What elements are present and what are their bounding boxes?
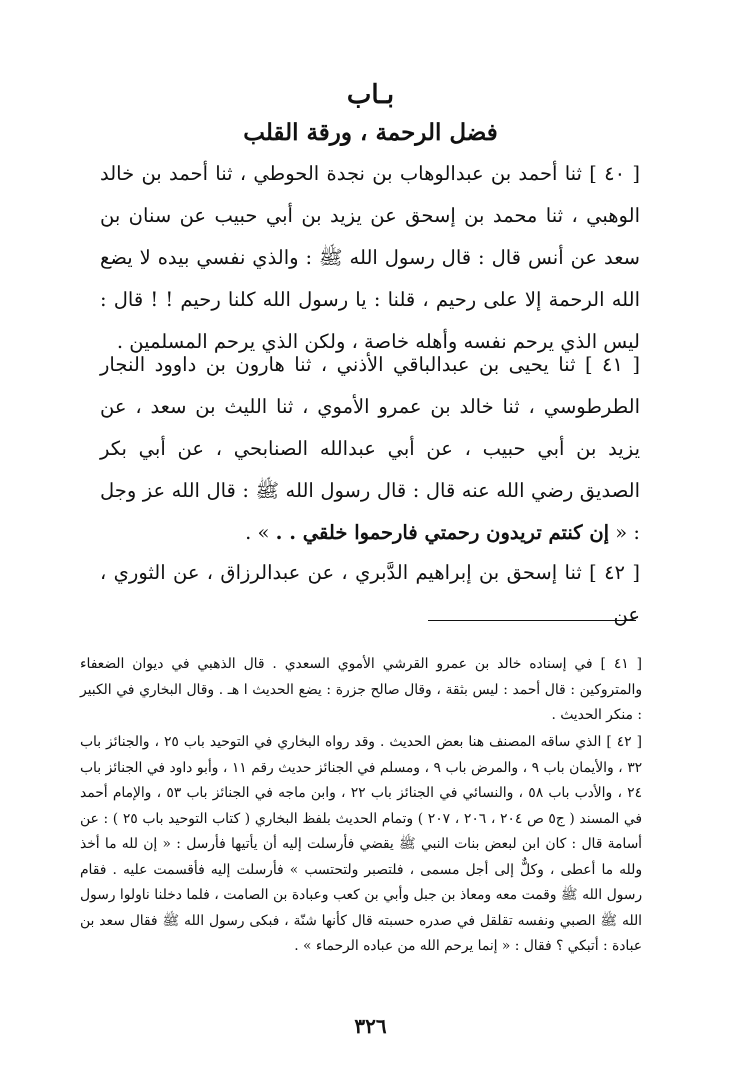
- hadith-41-quote-end: » .: [245, 521, 270, 544]
- hadith-41: [100, 344, 640, 554]
- hadith-40-text: [ ٤٠ ] ثنا أحمد بن عبدالوهاب بن نجدة الحوطي ، ثنا أحمد بن خالد الوهبي ، ثنا محمد بن إسحق عن يزيد بن أبي حبيب عن سنان بن سعد عن أنس قال : قال رسول الله ﷺ : والذي نفسي بيده لا يضع الله الرحمة إلا على رحيم ، قلنا : يا رسول الله كلنا رحيم ! ! قال : ليس الذي يرحم نفسه وأهله خاصة ، ولكن الذي يرحم المسلمين .: [100, 162, 641, 353]
- hadith-41-text: [ ٤١ ] ثنا يحيى بن عبدالباقي الأذني ، ثنا هارون بن داوود النجار الطرطوسي ، ثنا خالد بن عمرو الأموي ، ثنا الليث بن سعد ، عن يزيد بن أبي حبيب ، عن أبي عبدالله الصنابحي ، عن أبي بكر الصديق رضي الله عنه قال : قال رسول الله ﷺ : قال الله عز وجل : «: [100, 353, 641, 544]
- page-number: ٣٢٦: [354, 1014, 387, 1038]
- chapter-heading: بـاب: [346, 80, 395, 110]
- footnote-separator: [428, 620, 636, 621]
- hadith-42-text: [ ٤٢ ] ثنا إسحق بن إبراهيم الدَّبري ، عن عبدالرزاق ، عن الثوري ، عن: [100, 561, 640, 626]
- hadith-41-quote: إن كنتم تريدون رحمتي فارحموا خلقي . .: [275, 521, 610, 544]
- hadith-42: [100, 552, 640, 636]
- footnote-41: [ ٤١ ] في إسناده خالد بن عمرو القرشي الأموي السعدي . قال الذهبي في ديوان الضعفاء والمتروكين : قال أحمد : ليس بثقة ، وقال صالح جزرة : يضع الحديث ا هـ . وقال البخاري في الكبير : منكر الحديث .: [80, 656, 642, 723]
- chapter-title: فضل الرحمة ، ورقة القلب: [243, 119, 498, 146]
- footnote-42: [ ٤٢ ] الذي ساقه المصنف هنا بعض الحديث . وقد رواه البخاري في التوحيد باب ٢٥ ، والجنائز باب ٣٢ ، والأيمان باب ٩ ، والمرض باب ٩ ، ومسلم في الجنائز حديث رقم ١١ ، وأبو داود في الجنائز باب ٢٤ ، والأدب باب ٥٨ ، والنسائي في الجنائز باب ٢٢ ، وابن ماجه في الجنائز باب ٥٣ ، والإمام أحمد في المسند ( ج٥ ص ٢٠٤ ، ٢٠٦ ، ٢٠٧ ) وتمام الحديث بلفظ البخاري ( كتاب التوحيد باب ٢٥ ) : عن أسامة قال : كان ابن لبعض بنات النبي ﷺ يقضي فأرسلت إليه أن يأتيها فأرسل : « إن لله ما أخذ ولله ما أعطى ، وكلٌّ إلى أجل مسمى ، فلتصبر ولتحتسب » فأرسلت إليه فأقسمت عليه . فقام رسول الله ﷺ وقمت معه ومعاذ بن جبل وأبي بن كعب وعبادة بن الصامت ، فلما دخلنا ناولوا رسول الله ﷺ الصبي ونفسه تقلقل في صدره حسبته قال كأنها شنّة ، فبكى رسول الله ﷺ فقال سعد بن عبادة : أتبكي ؟ فقال : « إنما يرحم الله من عباده الرحماء » .: [80, 734, 643, 954]
- hadith-40: [100, 153, 640, 363]
